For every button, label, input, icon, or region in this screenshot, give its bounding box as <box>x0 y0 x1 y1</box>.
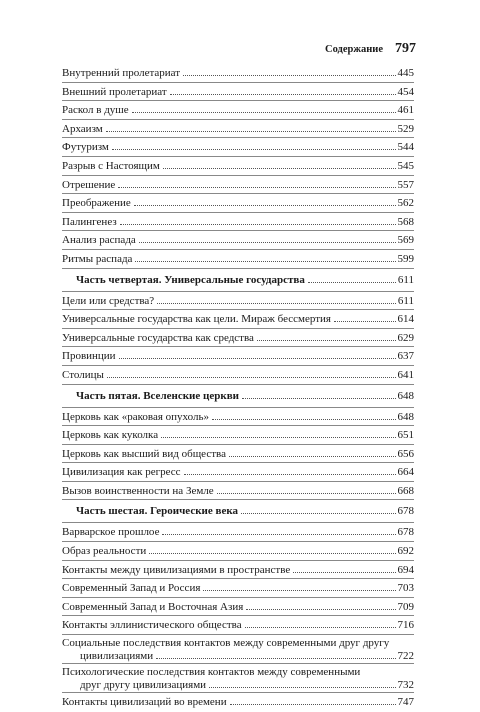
leader-dots <box>163 168 396 169</box>
toc-entry-page: 703 <box>397 582 414 595</box>
leader-dots <box>246 609 395 610</box>
page-number: 797 <box>395 41 416 56</box>
leader-dots <box>107 377 396 378</box>
toc-entry[interactable] <box>62 176 414 195</box>
toc-entry[interactable] <box>62 523 414 542</box>
toc-entry-title: Преображение <box>62 197 131 210</box>
leader-dots <box>132 112 396 113</box>
leader-dots <box>293 572 395 573</box>
toc-entry-page: 445 <box>397 67 414 79</box>
toc-entry-page: 562 <box>397 197 414 210</box>
leader-dots <box>161 437 395 438</box>
toc-entry-page: 611 <box>397 273 414 286</box>
section-title: Содержание <box>325 44 383 55</box>
toc-entry-page: 648 <box>397 410 414 423</box>
toc-entry-title: Контакты между цивилизациями в пространстве <box>62 563 291 576</box>
toc-entry-title: Контакты цивилизаций во времени <box>62 696 227 709</box>
leader-dots <box>162 534 395 535</box>
toc-entry-title: Разрыв с Настоящим <box>62 159 160 172</box>
leader-dots <box>212 419 396 420</box>
leader-dots <box>149 553 395 554</box>
toc-entry[interactable] <box>62 693 414 712</box>
toc-entry[interactable] <box>62 482 414 501</box>
toc-entry-title-line2: друг другу цивилизациями <box>80 679 207 692</box>
toc-entry[interactable] <box>62 542 414 561</box>
toc-entry-page: 648 <box>397 389 414 402</box>
toc-entry[interactable] <box>62 194 414 213</box>
toc-entry-page: 678 <box>397 526 414 539</box>
toc-entry-page: 678 <box>397 505 414 518</box>
toc-entry-title: Провинции <box>62 350 116 363</box>
toc-entry-page: 692 <box>397 545 414 558</box>
leader-dots <box>257 340 396 341</box>
toc-entry-title: Вызов воинственности на Земле <box>62 484 214 497</box>
toc-entry-page: 722 <box>397 650 414 663</box>
toc-part-heading[interactable] <box>62 500 414 523</box>
toc-entry[interactable] <box>62 664 414 693</box>
toc-entry-page: 611 <box>397 294 414 307</box>
toc-entry-title: Универсальные государства как средства <box>62 331 254 344</box>
toc-entry[interactable] <box>62 292 414 311</box>
toc-part-heading[interactable] <box>62 385 414 408</box>
toc-entry-title: Столицы <box>62 368 104 381</box>
toc-part-title: Часть четвертая. Универсальные государства <box>76 273 305 286</box>
toc-entry-title: Ритмы распада <box>62 252 133 265</box>
toc-entry[interactable] <box>62 157 414 176</box>
toc-entry[interactable] <box>62 310 414 329</box>
leader-dots <box>135 261 395 262</box>
toc-entry-title: Архаизм <box>62 122 103 135</box>
toc-entry[interactable] <box>62 138 414 157</box>
toc-entry-title: Современный Запад и Россия <box>62 582 201 595</box>
leader-dots <box>184 474 396 475</box>
toc-entry-title: Отрешение <box>62 178 116 191</box>
leader-dots <box>230 704 396 705</box>
leader-dots <box>229 456 396 457</box>
toc-entry[interactable] <box>62 463 414 482</box>
leader-dots <box>203 590 395 591</box>
toc-entry[interactable] <box>62 445 414 464</box>
toc-entry-title: Универсальные государства как цели. Мираж бессмертия <box>62 313 331 326</box>
toc-entry-page: 747 <box>397 696 414 709</box>
leader-dots <box>139 242 396 243</box>
toc-entry-page: 529 <box>397 122 414 135</box>
toc-entry[interactable] <box>62 366 414 385</box>
toc-entry[interactable] <box>62 101 414 120</box>
toc-entry[interactable] <box>62 231 414 250</box>
toc-entry-page: 568 <box>397 215 414 228</box>
leader-dots <box>118 187 395 188</box>
toc-entry-title: Внутренний пролетариат <box>62 67 181 79</box>
toc-entry[interactable] <box>62 598 414 617</box>
table-of-contents <box>62 64 414 712</box>
toc-entry[interactable] <box>62 64 414 83</box>
toc-entry-page: 454 <box>397 85 414 98</box>
toc-entry-page: 637 <box>397 350 414 363</box>
toc-entry[interactable] <box>62 83 414 102</box>
toc-entry[interactable] <box>62 213 414 232</box>
toc-entry-page: 668 <box>397 484 414 497</box>
toc-entry-title: Церковь как высший вид общества <box>62 447 226 460</box>
toc-entry-title: Раскол в душе <box>62 104 129 117</box>
toc-entry-page: 709 <box>397 600 414 613</box>
toc-entry[interactable] <box>62 329 414 348</box>
toc-entry-title: Варварское прошлое <box>62 526 160 539</box>
leader-dots <box>183 75 395 76</box>
toc-entry[interactable] <box>62 579 414 598</box>
leader-dots <box>170 94 396 95</box>
toc-entry-page: 716 <box>397 619 414 632</box>
toc-entry-page: 545 <box>397 159 414 172</box>
leader-dots <box>119 358 396 359</box>
toc-part-heading[interactable] <box>62 269 414 292</box>
toc-entry-page: 614 <box>397 313 414 326</box>
toc-entry-title-line2: цивилизациями <box>80 650 154 663</box>
toc-entry-page: 629 <box>397 331 414 344</box>
toc-entry-page: 569 <box>397 234 414 247</box>
toc-entry-page: 664 <box>397 466 414 479</box>
toc-entry-page: 544 <box>397 141 414 154</box>
toc-entry-title: Цивилизация как регресс <box>62 466 181 479</box>
toc-entry[interactable] <box>62 408 414 427</box>
toc-entry-title: Палингенез <box>62 215 117 228</box>
leader-dots <box>134 205 396 206</box>
leader-dots <box>112 149 396 150</box>
toc-entry[interactable] <box>62 120 414 139</box>
toc-part-title: Часть шестая. Героические века <box>76 505 239 518</box>
toc-entry-title: Анализ распада <box>62 234 136 247</box>
toc-entry-page: 732 <box>397 679 414 692</box>
toc-entry-page: 651 <box>397 429 414 442</box>
running-header <box>62 41 416 57</box>
toc-entry-page: 461 <box>397 104 414 117</box>
leader-dots <box>157 303 396 304</box>
toc-entry[interactable] <box>62 426 414 445</box>
toc-entry[interactable] <box>62 347 414 366</box>
leader-dots <box>209 687 395 688</box>
toc-entry[interactable] <box>62 616 414 635</box>
toc-entry-title: Контакты эллинистического общества <box>62 619 242 632</box>
toc-entry-page: 599 <box>397 252 414 265</box>
toc-part-title: Часть пятая. Вселенские церкви <box>76 389 239 402</box>
toc-entry-title: Цели или средства? <box>62 294 155 307</box>
toc-entry-title: Внешний пролетариат <box>62 85 167 98</box>
toc-entry-page: 694 <box>397 563 414 576</box>
toc-entry[interactable] <box>62 561 414 580</box>
toc-entry-page: 557 <box>397 178 414 191</box>
leader-dots <box>334 321 396 322</box>
toc-entry-title-line1: Психологические последствия контактов между современными <box>62 666 361 679</box>
toc-entry-page: 656 <box>397 447 414 460</box>
toc-entry-title: Футуризм <box>62 141 109 154</box>
toc-entry-title-line1: Социальные последствия контактов между современными друг другу <box>62 637 390 650</box>
toc-entry-title: Церковь как «раковая опухоль» <box>62 410 209 423</box>
leader-dots <box>241 513 395 514</box>
leader-dots <box>217 493 396 494</box>
leader-dots <box>106 131 396 132</box>
leader-dots <box>120 224 396 225</box>
toc-entry-title: Современный Запад и Восточная Азия <box>62 600 244 613</box>
toc-entry[interactable] <box>62 250 414 269</box>
leader-dots <box>156 658 395 659</box>
leader-dots <box>242 398 396 399</box>
toc-entry-title: Церковь как куколка <box>62 429 159 442</box>
leader-dots <box>245 627 396 628</box>
toc-entry-page: 641 <box>397 368 414 381</box>
toc-entry-title: Образ реальности <box>62 545 147 558</box>
leader-dots <box>308 282 396 283</box>
